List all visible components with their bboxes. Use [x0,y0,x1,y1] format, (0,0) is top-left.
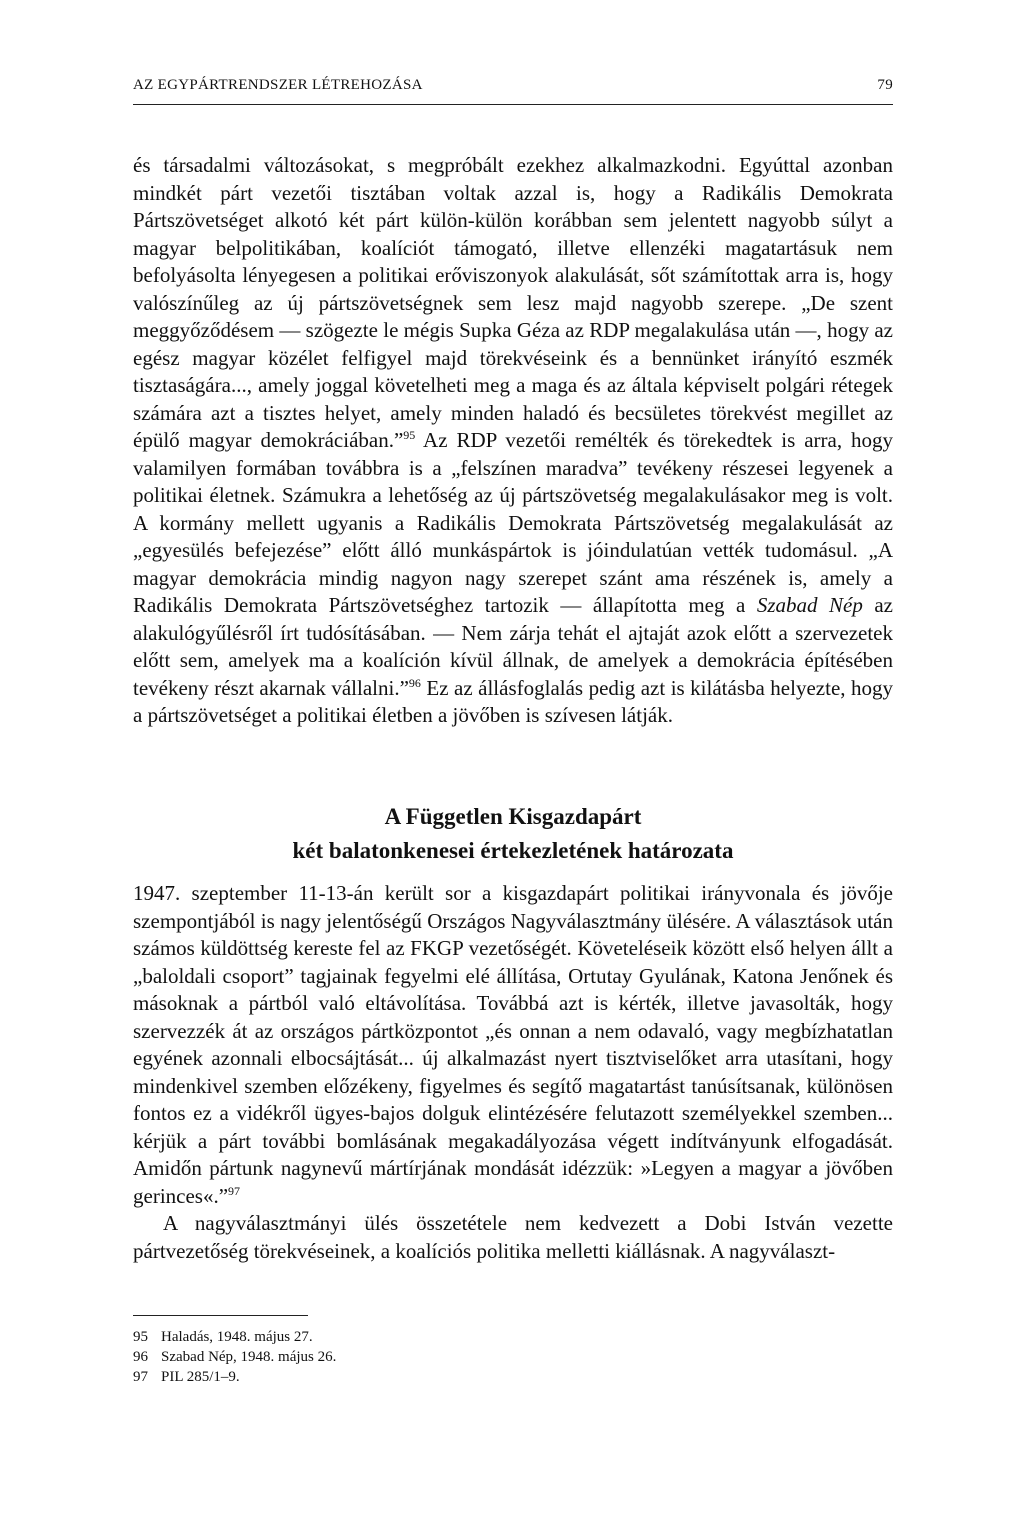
footnote-number: 95 [133,1329,148,1345]
footnote-rule [133,1315,308,1316]
paragraph-1-text-a: és társadalmi változásokat, s megpróbált ezekhez alkalmazkodni. Egyúttal azonban mindkét párt vezetői tisztában voltak azzal is, hogy a Radikális Demokrata Pártszövetséget alkotó két párt külön-külön korábban sem jelentett nagyobb súlyt a magyar belpolitikában, koalíciót támogató, illetve ellenzéki magatartásuk nem befolyásolta lényegesen a politikai erőviszonyok alakulását, sőt számítottak arra is, hogy valószínűleg az új pártszövetségnek sem lesz majd nagyobb szerepe. „De szent meggyőződésem — szögezte le mégis Supka Géza az RDP megalakulása után —, hogy az egész magyar közélet felfigyel majd törekvéseink és a bennünket irányító eszmék tisztaságára..., amely joggal követelheti meg a maga és az általa képviselt polgári rétegek számára azt a tisztes helyet, amely minden haladó és becsületes törekvést megillet az épülő magyar demokráciában.” [133,153,893,452]
header-rule [133,104,893,105]
footnote-ref-95: 95 [403,428,416,442]
paragraph-1-text-c: az alakulógyűlésről írt tudósításában. — Nem zárja tehát el ajtaját azok előtt a szervezetek előtt sem, amelyek ma a koalíción kívül állnak, de amelyek a demokrácia építésében tevékeny részt akarnak vállalni.” [133,593,894,700]
footnote-ref-97: 97 [228,1183,241,1198]
footnotes [133,1327,633,1387]
paragraph-1-italic: Szabad Nép [756,593,863,617]
footnote-item [133,1327,633,1347]
running-head-title: AZ EGYPÁRTRENDSZER LÉTREHOZÁSA [133,77,423,93]
paragraph-1-text-b: Az RDP vezetői remélték és törekedtek is arra, hogy valamilyen formában továbbra is a „felszínen maradva” tevékeny részesei legyenek a politikai életnek. Számukra a lehetőség az új pártszövetség megalakulásakor meg is volt. A kormány mellett ugyanis a Radikális Demokrata Pártszövetség megalakulását az „egyesülés befejezése” előtt álló munkáspártok is jóindulatúan vették tudomásul. „A magyar demokrácia mindig nagyon nagy szerepet szánt ama részének is, amely a Radikális Demokrata Pártszövetséghez tartozik — állapította meg a [133,428,893,617]
footnote-text: PIL 285/1–9. [161,1369,240,1385]
paragraph-3-text: A nagyválasztmányi ülés összetétele nem kedvezett a Dobi István vezette pártvezetőség törekvéseinek, a koalíciós politika melletti kiállásnak. A nagyválaszt- [133,1211,893,1263]
paragraph-1 [133,152,893,730]
footnote-item [133,1367,633,1387]
footnote-text: Szabad Nép, 1948. május 26. [161,1349,337,1365]
section-heading-line-1: A Független Kisgazdapárt [384,804,642,829]
page-number: 79 [877,77,893,93]
running-head [133,77,893,99]
paragraph-2-block [133,880,893,1265]
section-heading [133,800,893,868]
footnote-ref-96: 96 [408,675,421,690]
footnote-number: 96 [133,1349,148,1365]
paragraph-3 [133,1210,893,1265]
paragraph-2-text: 1947. szeptember 11-13-án került sor a kisgazdapárt politikai irányvonala és jövője szempontjából is nagy jelentőségű Országos Nagyválasztmány ülésére. A választások után számos küldöttség kereste fel az FKGP vezetőségét. Követeléseik között első helyen állt a „baloldali csoport” tagjainak fegyelmi elé állítása, Ortutay Gyulának, Katona Jenőnek és másoknak a pártból való eltávolítása. Továbbá azt is kérték, illetve javasolták, hogy szervezzék át az országos pártközpontot „és onnan a nem odavaló, vagy megbízhatatlan egyének azonnali elbocsájtását... új alkalmazást nyert tisztviselőket arra utasítani, hogy mindenkivel szemben előzékeny, figyelmes és segítő magatartást tanúsítsanak, különösen fontos ez a vidékről ügyes-bajos dolguk elintézésére felutazott személyekkel szemben... kérjük a párt további bomlásának megakadályozása végett indítványunk elfogadását. Amidőn pártunk nagynevű mártírjának mondását idézzük: »Legyen a magyar a jövőben gerinces«.” [133,881,893,1208]
footnote-item [133,1347,633,1367]
paragraph-1-text-d: Ez az állásfoglalás pedig azt is kilátásba helyezte, hogy a pártszövetséget a politikai életben a jövőben is szívesen látják. [133,675,893,727]
footnote-text: Haladás, 1948. május 27. [161,1329,313,1345]
footnote-number: 97 [133,1369,148,1385]
section-heading-line-2: két balatonkenesei értekezletének határozata [292,838,734,863]
